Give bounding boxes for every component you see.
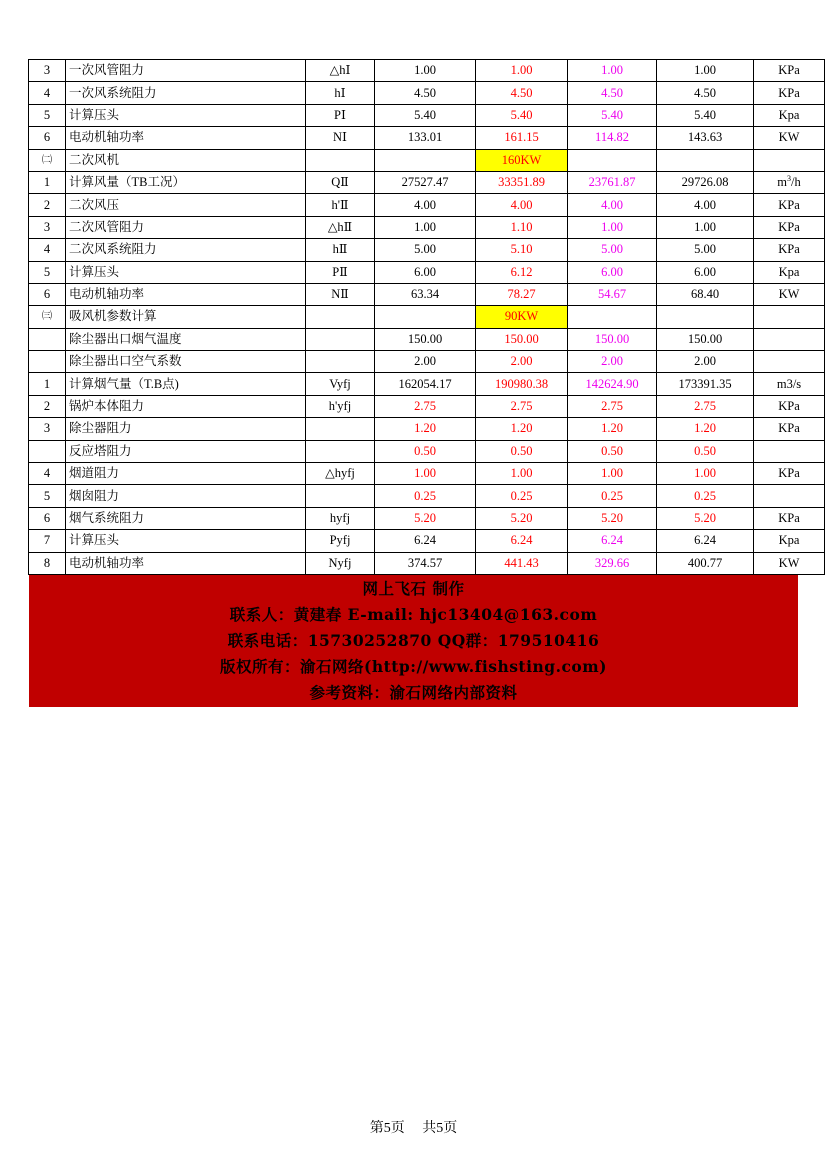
symbol-cell: △hⅡ <box>306 216 375 238</box>
value-1-cell: 6.24 <box>375 530 476 552</box>
unit-cell: Kpa <box>754 104 825 126</box>
parameter-name-cell: 除尘器出口烟气温度 <box>66 328 306 350</box>
row-number-cell <box>29 440 66 462</box>
table-row <box>29 283 825 305</box>
parameter-name-cell: 烟气系统阻力 <box>66 507 306 529</box>
value-3-cell: 5.40 <box>568 104 657 126</box>
symbol-cell: h'Ⅱ <box>306 194 375 216</box>
table-row <box>29 328 825 350</box>
value-2-cell: 2.75 <box>476 395 568 417</box>
unit-cell: KPa <box>754 82 825 104</box>
symbol-cell <box>306 440 375 462</box>
maker-line: 网上飞石 制作 <box>362 579 465 598</box>
unit-cell: KPa <box>754 216 825 238</box>
unit-cell <box>754 351 825 373</box>
value-4-cell: 6.24 <box>657 530 754 552</box>
value-3-cell: 5.00 <box>568 239 657 261</box>
value-2-cell: 4.50 <box>476 82 568 104</box>
value-2-cell: 33351.89 <box>476 171 568 193</box>
parameter-name-cell: 一次风管阻力 <box>66 60 306 82</box>
value-4-cell <box>657 149 754 171</box>
unit-cell: KW <box>754 127 825 149</box>
parameter-name-cell: 计算压头 <box>66 104 306 126</box>
parameter-name-cell: 烟道阻力 <box>66 463 306 485</box>
table-row <box>29 127 825 149</box>
symbol-cell <box>306 351 375 373</box>
value-3-cell: 1.00 <box>568 463 657 485</box>
value-4-cell: 173391.35 <box>657 373 754 395</box>
row-number-cell: 1 <box>29 171 66 193</box>
unit-cell: $m^3/h$ <box>754 171 825 193</box>
value-1-cell: 6.00 <box>375 261 476 283</box>
value-3-cell: 6.00 <box>568 261 657 283</box>
value-2-cell: 6.12 <box>476 261 568 283</box>
parameter-name-cell: 除尘器阻力 <box>66 418 306 440</box>
symbol-cell: NⅠ <box>306 127 375 149</box>
row-number-cell <box>29 328 66 350</box>
table-row <box>29 418 825 440</box>
unit-cell <box>754 328 825 350</box>
value-4-cell <box>657 306 754 328</box>
table-row <box>29 149 825 171</box>
row-number-cell: 5 <box>29 485 66 507</box>
value-1-cell: 1.00 <box>375 60 476 82</box>
table-row <box>29 216 825 238</box>
value-4-cell: 5.00 <box>657 239 754 261</box>
row-number-cell: 3 <box>29 418 66 440</box>
value-1-cell: 162054.17 <box>375 373 476 395</box>
value-3-cell: 4.00 <box>568 194 657 216</box>
value-1-cell: 2.00 <box>375 351 476 373</box>
unit-cell: KPa <box>754 395 825 417</box>
symbol-cell: h'yfj <box>306 395 375 417</box>
parameter-name-cell: 电动机轴功率 <box>66 552 306 574</box>
value-1-cell: 0.25 <box>375 485 476 507</box>
value-2-cell: 6.24 <box>476 530 568 552</box>
row-number-cell: 5 <box>29 261 66 283</box>
value-1-cell: 374.57 <box>375 552 476 574</box>
value-4-cell: 1.00 <box>657 216 754 238</box>
symbol-cell <box>306 485 375 507</box>
parameter-name-cell: 烟囱阻力 <box>66 485 306 507</box>
copyright-line: 版权所有：渝石网络(http://www.fishsting.com) <box>219 657 607 676</box>
value-2-cell: 1.00 <box>476 60 568 82</box>
value-4-cell: 400.77 <box>657 552 754 574</box>
parameter-name-cell: 锅炉本体阻力 <box>66 395 306 417</box>
unit-cell: KPa <box>754 194 825 216</box>
value-1-cell: 0.50 <box>375 440 476 462</box>
value-1-cell: 4.50 <box>375 82 476 104</box>
unit-cell <box>754 485 825 507</box>
value-1-cell: 4.00 <box>375 194 476 216</box>
unit-cell: KW <box>754 552 825 574</box>
value-3-cell: 2.75 <box>568 395 657 417</box>
row-number-cell: 2 <box>29 395 66 417</box>
value-2-cell: 78.27 <box>476 283 568 305</box>
parameter-name-cell: 计算压头 <box>66 530 306 552</box>
value-3-cell: 54.67 <box>568 283 657 305</box>
parameter-name-cell: 除尘器出口空气系数 <box>66 351 306 373</box>
parameter-name-cell: 二次风机 <box>66 149 306 171</box>
value-4-cell: 150.00 <box>657 328 754 350</box>
row-number-cell: 6 <box>29 127 66 149</box>
value-4-cell: 6.00 <box>657 261 754 283</box>
table-row <box>29 82 825 104</box>
symbol-cell: PⅠ <box>306 104 375 126</box>
value-4-cell: 4.00 <box>657 194 754 216</box>
symbol-cell: Vyfj <box>306 373 375 395</box>
value-2-cell: 5.10 <box>476 239 568 261</box>
symbol-cell: QⅡ <box>306 171 375 193</box>
value-2-cell: 0.50 <box>476 440 568 462</box>
symbol-cell <box>306 418 375 440</box>
value-1-cell: 1.20 <box>375 418 476 440</box>
symbol-cell: hyfj <box>306 507 375 529</box>
table-row <box>29 463 825 485</box>
value-2-cell: 2.00 <box>476 351 568 373</box>
value-3-cell <box>568 149 657 171</box>
symbol-cell: PⅡ <box>306 261 375 283</box>
unit-cell: KPa <box>754 463 825 485</box>
unit-cell <box>754 440 825 462</box>
unit-cell: m3/s <box>754 373 825 395</box>
symbol-cell: △hyfj <box>306 463 375 485</box>
parameter-name-cell: 电动机轴功率 <box>66 127 306 149</box>
value-3-cell: 1.00 <box>568 60 657 82</box>
value-2-cell: 0.25 <box>476 485 568 507</box>
value-2-cell: 5.40 <box>476 104 568 126</box>
value-4-cell: 29726.08 <box>657 171 754 193</box>
table-row <box>29 306 825 328</box>
value-4-cell: 1.20 <box>657 418 754 440</box>
row-number-cell: 7 <box>29 530 66 552</box>
value-2-cell: 1.10 <box>476 216 568 238</box>
parameter-name-cell: 计算烟气量（T.B点) <box>66 373 306 395</box>
row-number-cell: ㈡ <box>29 149 66 171</box>
row-number-cell: 3 <box>29 216 66 238</box>
table-row <box>29 507 825 529</box>
symbol-cell <box>306 149 375 171</box>
parameter-name-cell: 二次风压 <box>66 194 306 216</box>
parameter-name-cell: 计算风量（TB工况） <box>66 171 306 193</box>
table-row <box>29 194 825 216</box>
symbol-cell: Pyfj <box>306 530 375 552</box>
page-number: 第5页 共5页 <box>369 1121 458 1136</box>
value-4-cell: 1.00 <box>657 463 754 485</box>
contact-line: 联系人：黄建春 E-mail: hjc13404@163.com <box>229 605 598 624</box>
unit-cell: Kpa <box>754 261 825 283</box>
value-1-cell: 5.00 <box>375 239 476 261</box>
value-1-cell: 5.20 <box>375 507 476 529</box>
value-2-cell: 150.00 <box>476 328 568 350</box>
parameter-name-cell: 电动机轴功率 <box>66 283 306 305</box>
reference-line: 参考资料：渝石网络内部资料 <box>309 683 518 702</box>
value-1-cell: 27527.47 <box>375 171 476 193</box>
value-3-cell: 150.00 <box>568 328 657 350</box>
table-row <box>29 239 825 261</box>
parameter-table <box>28 59 825 575</box>
value-2-cell: 161.15 <box>476 127 568 149</box>
value-3-cell: 114.82 <box>568 127 657 149</box>
parameter-name-cell: 反应塔阻力 <box>66 440 306 462</box>
table-row <box>29 530 825 552</box>
value-4-cell: 5.40 <box>657 104 754 126</box>
value-4-cell: 4.50 <box>657 82 754 104</box>
table-row <box>29 261 825 283</box>
unit-cell: KPa <box>754 418 825 440</box>
symbol-cell <box>306 306 375 328</box>
table-row <box>29 552 825 574</box>
unit-cell <box>754 149 825 171</box>
value-3-cell: 2.00 <box>568 351 657 373</box>
value-4-cell: 2.00 <box>657 351 754 373</box>
parameter-name-cell: 一次风系统阻力 <box>66 82 306 104</box>
symbol-cell: Nyfj <box>306 552 375 574</box>
value-3-cell: 142624.90 <box>568 373 657 395</box>
value-2-cell: 1.20 <box>476 418 568 440</box>
unit-cell: KPa <box>754 507 825 529</box>
value-3-cell: 1.00 <box>568 216 657 238</box>
value-2-cell: 190980.38 <box>476 373 568 395</box>
value-3-cell: 0.25 <box>568 485 657 507</box>
row-number-cell: 1 <box>29 373 66 395</box>
value-1-cell: 63.34 <box>375 283 476 305</box>
row-number-cell: 6 <box>29 507 66 529</box>
unit-cell: KPa <box>754 239 825 261</box>
value-3-cell <box>568 306 657 328</box>
parameter-name-cell: 二次风管阻力 <box>66 216 306 238</box>
symbol-cell: hⅠ <box>306 82 375 104</box>
value-1-cell <box>375 306 476 328</box>
parameter-name-cell: 吸风机参数计算 <box>66 306 306 328</box>
row-number-cell: 6 <box>29 283 66 305</box>
value-4-cell: 5.20 <box>657 507 754 529</box>
value-1-cell: 5.40 <box>375 104 476 126</box>
phone-line: 联系电话：15730252870 QQ群：179510416 <box>227 631 600 650</box>
unit-cell: Kpa <box>754 530 825 552</box>
value-3-cell: 1.20 <box>568 418 657 440</box>
value-2-cell: 441.43 <box>476 552 568 574</box>
table-row <box>29 485 825 507</box>
value-3-cell: 6.24 <box>568 530 657 552</box>
value-1-cell: 133.01 <box>375 127 476 149</box>
table-row <box>29 440 825 462</box>
value-3-cell: 23761.87 <box>568 171 657 193</box>
value-2-cell: 5.20 <box>476 507 568 529</box>
value-3-cell: 0.50 <box>568 440 657 462</box>
value-3-cell: 329.66 <box>568 552 657 574</box>
value-2-cell: 160KW <box>476 149 568 171</box>
value-1-cell: 150.00 <box>375 328 476 350</box>
table-row <box>29 60 825 82</box>
row-number-cell: 4 <box>29 463 66 485</box>
symbol-cell: △hⅠ <box>306 60 375 82</box>
unit-cell: KW <box>754 283 825 305</box>
value-4-cell: 0.25 <box>657 485 754 507</box>
row-number-cell: ㈢ <box>29 306 66 328</box>
value-2-cell: 90KW <box>476 306 568 328</box>
unit-cell: KPa <box>754 60 825 82</box>
symbol-cell: NⅡ <box>306 283 375 305</box>
value-4-cell: 0.50 <box>657 440 754 462</box>
parameter-name-cell: 二次风系统阻力 <box>66 239 306 261</box>
value-3-cell: 4.50 <box>568 82 657 104</box>
table-row <box>29 351 825 373</box>
value-4-cell: 68.40 <box>657 283 754 305</box>
row-number-cell: 8 <box>29 552 66 574</box>
table-row <box>29 104 825 126</box>
row-number-cell: 4 <box>29 239 66 261</box>
table-row <box>29 373 825 395</box>
symbol-cell: hⅡ <box>306 239 375 261</box>
parameter-name-cell: 计算压头 <box>66 261 306 283</box>
copyright-banner <box>29 575 798 707</box>
value-4-cell: 143.63 <box>657 127 754 149</box>
value-1-cell: 2.75 <box>375 395 476 417</box>
unit-cell <box>754 306 825 328</box>
value-2-cell: 1.00 <box>476 463 568 485</box>
row-number-cell <box>29 351 66 373</box>
row-number-cell: 4 <box>29 82 66 104</box>
value-4-cell: 2.75 <box>657 395 754 417</box>
value-2-cell: 4.00 <box>476 194 568 216</box>
value-3-cell: 5.20 <box>568 507 657 529</box>
row-number-cell: 2 <box>29 194 66 216</box>
value-1-cell <box>375 149 476 171</box>
table-row <box>29 171 825 193</box>
table-row <box>29 395 825 417</box>
row-number-cell: 5 <box>29 104 66 126</box>
value-1-cell: 1.00 <box>375 216 476 238</box>
symbol-cell <box>306 328 375 350</box>
value-4-cell: 1.00 <box>657 60 754 82</box>
value-1-cell: 1.00 <box>375 463 476 485</box>
row-number-cell: 3 <box>29 60 66 82</box>
